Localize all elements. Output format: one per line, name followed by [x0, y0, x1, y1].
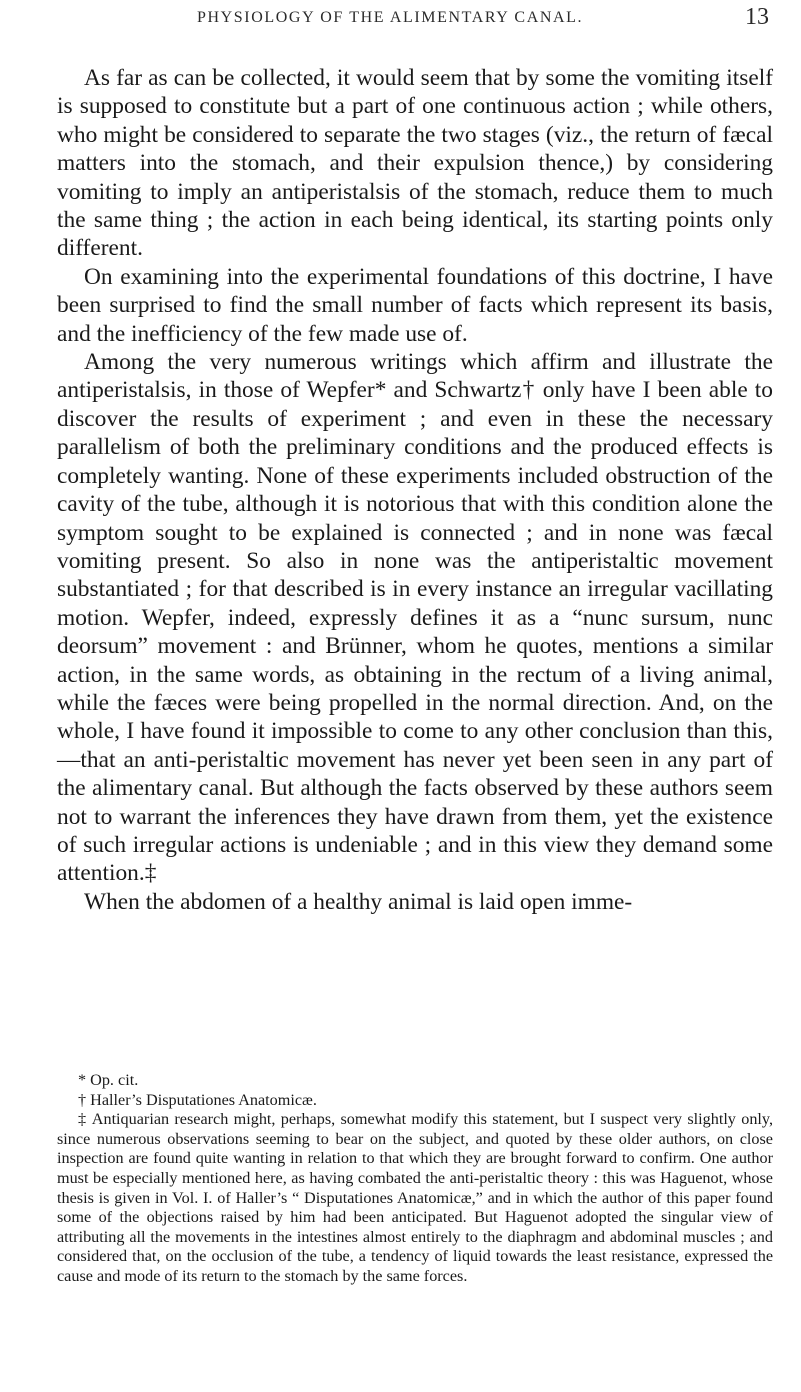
footnotes	[57, 1071, 773, 1287]
footnote-op-cit: * Op. cit.	[78, 1071, 139, 1089]
body-text	[57, 64, 773, 916]
paragraph-experimental-foundations: On examining into the experimental foundations of this doctrine, I have been surprised to find the small number of facts which represent its basis, and the inefficiency of the few made use of.	[57, 263, 773, 347]
paragraph-antiperistalsis-writings: Among the very numerous writings which affirm and illustrate the antiperistalsis, in those of Wepfer* and Schwartz† only have I been able to discover the results of experiment ; and even in these the necessary parallelism of both the preliminary conditions and the produced effects is completely wanting. None of these experiments included obstruction of the cavity of the tube, although it is notorious that with this condition alone the symptom sought to be explained is connected ; and in none was fæcal vomiting present. So also in none was the antiperistaltic movement substantiated ; for that described is in every instance an irregular vacillating motion. Wepfer, indeed, expressly defines it as a “nunc sursum, nunc deorsum” movement : and Brünner, whom he quotes, mentions a similar action, in the same words, as obtaining in the rectum of a living animal, while the fæces were being propelled in the normal direction. And, on the whole, I have found it impossible to come to any other conclusion than this,—that an anti-peristaltic movement has never yet been seen in any part of the alimentary canal. But although the facts observed by these authors seem not to warrant the inferences they have drawn from them, yet the existence of such irregular actions is undeniable ; and in this view they demand some attention.‡	[57, 349, 773, 887]
footnote-antiquarian-research: ‡ Antiquarian research might, perhaps, somewhat modify this statement, but I suspect very slightly only, since numerous observations seeming to bear on the subject, and quoted by these older authors, on close inspection are found quite wanting in relation to that which they are brought forward to confirm. One author must be especially mentioned here, as having combated the anti-peristaltic theory : this was Haguenot, whose thesis is given in Vol. I. of Haller’s “ Disputationes Anatomicæ,” and in which the author of this paper found some of the objections raised by him had been anticipated. But Haguenot adopted the singular view of attributing all the movements in the intestines almost entirely to the diaphragm and abdominal muscles ; and considered that, on the occlusion of the tube, a tendency of liquid towards the least resistance, expressed the cause and mode of its return to the stomach by the same forces.	[57, 1110, 773, 1285]
running-title: PHYSIOLOGY OF THE ALIMENTARY CANAL.	[197, 9, 584, 26]
book-page	[57, 0, 773, 1285]
paragraph-abdomen-opened: When the abdomen of a healthy animal is laid open imme-	[84, 888, 633, 915]
footnote-haller: † Haller’s Disputationes Anatomicæ.	[78, 1090, 317, 1109]
page-number: 13	[745, 4, 769, 30]
running-head	[57, 0, 773, 40]
paragraph-vomiting-theory: As far as can be collected, it would seem that by some the vomiting itself is supposed to constitute but a part of one continuous action ; while others, who might be considered to separate the two stages (viz., the return of fæcal matters into the stomach, and their expulsion thence,) by considering vomiting to imply an antiperistalsis of the stomach, reduce them to much the same thing ; the action in each being identical, its starting points only different.	[57, 65, 773, 262]
